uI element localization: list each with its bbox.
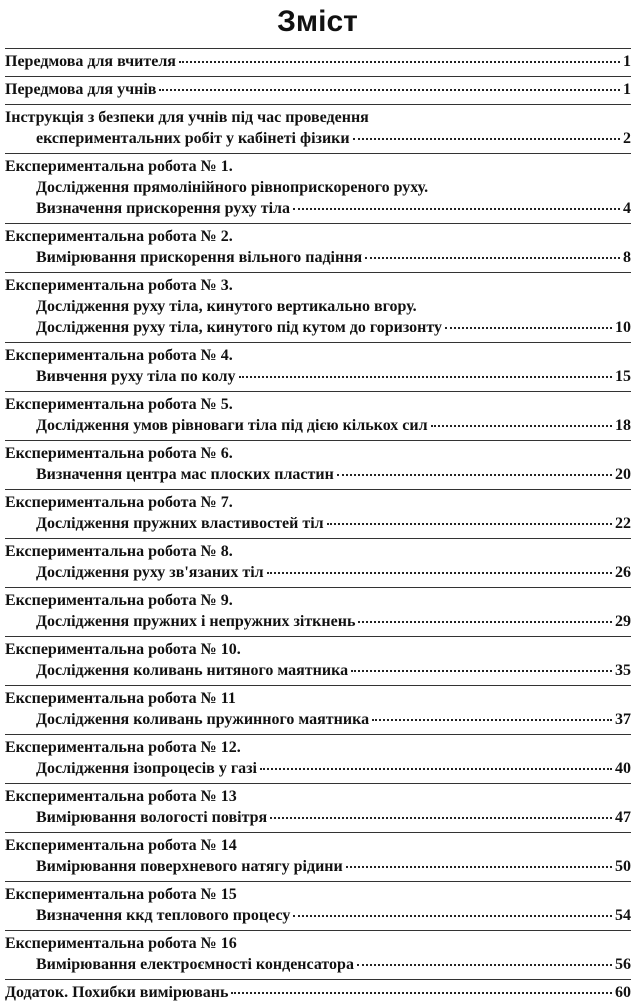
toc-entry-text: Експериментальна робота № 2.	[5, 228, 233, 245]
dot-leader	[351, 670, 612, 672]
toc-entry-heading	[5, 443, 631, 464]
toc-entry-subline	[5, 366, 631, 387]
toc-entry-text: Експериментальна робота № 5.	[5, 396, 233, 413]
toc-page-number: 22	[615, 515, 631, 532]
toc-entry[interactable]	[0, 539, 635, 587]
toc-entry-text: Експериментальна робота № 11	[5, 690, 236, 707]
dot-leader	[357, 964, 612, 966]
toc-entry-text: Дослідження руху тіла, кинутого вертикально вгору.	[36, 298, 417, 315]
toc-entry-subline	[5, 758, 631, 779]
toc-entry[interactable]	[0, 343, 635, 391]
toc-entry-text: Інструкція з безпеки для учнів під час проведення	[5, 109, 369, 126]
toc-entry-subline	[5, 562, 631, 583]
toc-entry-text: Експериментальна робота № 16	[5, 935, 237, 952]
dot-leader	[358, 621, 612, 623]
toc-page-number: 37	[615, 711, 631, 728]
toc-entry[interactable]	[0, 441, 635, 489]
toc-entry-text: Експериментальна робота № 14	[5, 837, 237, 854]
toc-entry-heading	[5, 156, 631, 177]
toc-entry-heading	[5, 639, 631, 660]
toc-page-number: 50	[615, 858, 631, 875]
toc-entry-subline	[5, 807, 631, 828]
dot-leader	[267, 572, 612, 574]
toc-entry-text: Дослідження руху тіла, кинутого під кутом до горизонту	[36, 319, 443, 336]
toc-entry-subline	[5, 954, 631, 975]
toc-entry[interactable]	[0, 224, 635, 272]
toc-entry-text: Дослідження пружних властивостей тіл	[36, 515, 324, 532]
toc-entry-heading	[5, 590, 631, 611]
toc-entry-heading	[5, 737, 631, 758]
toc-entry-text: Вимірювання вологості повітря	[36, 809, 268, 826]
dot-leader	[431, 425, 612, 427]
toc-entry[interactable]	[0, 686, 635, 734]
toc-entry-heading	[5, 786, 631, 807]
dot-leader	[372, 719, 612, 721]
toc-entry-text: Експериментальна робота № 4.	[5, 347, 233, 364]
toc-page-number: 10	[615, 319, 631, 336]
toc-entry-subline	[5, 464, 631, 485]
toc-entry-heading	[5, 982, 631, 1003]
toc-entry-text: Визначення прискорення руху тіла	[36, 200, 291, 217]
toc-page-number: 35	[615, 662, 631, 679]
dot-leader	[231, 992, 612, 994]
toc-entry-text: Експериментальна робота № 13	[5, 788, 237, 805]
toc-entry-heading	[5, 275, 631, 296]
toc-entry[interactable]	[0, 735, 635, 783]
toc-entry[interactable]	[0, 105, 635, 153]
toc-page-number: 18	[615, 417, 631, 434]
toc-page-number: 2	[623, 130, 631, 147]
toc-entry-subline	[5, 611, 631, 632]
toc-entry[interactable]	[0, 490, 635, 538]
toc-entry-text: Дослідження прямолінійного рівноприскореного руху.	[36, 179, 429, 196]
toc-entry-subline	[5, 905, 631, 926]
toc-entry[interactable]	[0, 980, 635, 1007]
dot-leader	[239, 376, 613, 378]
toc-entry-subline	[5, 660, 631, 681]
toc-entry-text: Додаток. Похибки вимірювань	[5, 984, 229, 1001]
toc-entry-text: Дослідження руху зв'язаних тіл	[36, 564, 264, 581]
toc-entry-text: Дослідження коливань нитяного маятника	[36, 662, 349, 679]
toc-entry[interactable]	[0, 833, 635, 881]
toc-entry-subline	[5, 856, 631, 877]
toc-page-number: 15	[615, 368, 631, 385]
toc-entry-heading	[5, 492, 631, 513]
dot-leader	[353, 138, 620, 140]
toc-entry-text: Вимірювання прискорення вільного падіння	[36, 249, 363, 266]
toc-entry-subline	[5, 415, 631, 436]
toc-page-number: 56	[615, 956, 631, 973]
dot-leader	[293, 208, 620, 210]
toc-entry-text: Експериментальна робота № 7.	[5, 494, 233, 511]
toc-entry-heading	[5, 884, 631, 905]
dot-leader	[346, 866, 612, 868]
dot-leader	[365, 257, 620, 259]
toc-page-number: 47	[615, 809, 631, 826]
toc-entry-heading	[5, 79, 631, 100]
toc-entry-text: Дослідження ізопроцесів у газі	[36, 760, 257, 777]
toc-entry[interactable]	[0, 588, 635, 636]
toc-entry-heading	[5, 394, 631, 415]
dot-leader	[260, 768, 612, 770]
toc-entry-text: експериментальних робіт у кабінеті фізики	[36, 130, 350, 147]
toc-entry-text: Експериментальна робота № 8.	[5, 543, 233, 560]
toc-entry-text: Вивчення руху тіла по колу	[36, 368, 236, 385]
dot-leader	[337, 474, 612, 476]
toc-page-number: 20	[615, 466, 631, 483]
toc-page-number: 60	[615, 984, 631, 1001]
toc-entry-subline	[5, 177, 631, 198]
page-title: Зміст	[277, 5, 358, 38]
toc-entry-text: Визначення ккд теплового процесу	[36, 907, 291, 924]
toc-entry-subline	[5, 198, 631, 219]
toc-entry-text: Дослідження пружних і непружних зіткнень	[36, 613, 356, 630]
toc-entry-heading	[5, 345, 631, 366]
toc-entry-text: Експериментальна робота № 9.	[5, 592, 233, 609]
toc-entry-heading	[5, 541, 631, 562]
toc-entry-text: Визначення центра мас плоских пластин	[36, 466, 334, 483]
toc-entry-text: Експериментальна робота № 10.	[5, 641, 241, 658]
toc-entry-subline	[5, 128, 631, 149]
toc-page-number: 29	[615, 613, 631, 630]
toc-entry-heading	[5, 51, 631, 72]
toc-page-number: 4	[623, 200, 631, 217]
toc-page-number: 1	[623, 53, 631, 70]
toc-entry-text: Експериментальна робота № 6.	[5, 445, 233, 462]
toc-entry-text: Дослідження умов рівноваги тіла під дією кількох сил	[36, 417, 428, 434]
toc-entry-subline	[5, 513, 631, 534]
toc-entry-text: Дослідження коливань пружинного маятника	[36, 711, 370, 728]
toc-entry-heading	[5, 107, 631, 128]
dot-leader	[293, 915, 612, 917]
toc-page-number: 26	[615, 564, 631, 581]
toc-page-number: 8	[623, 249, 631, 266]
toc-entry-heading	[5, 688, 631, 709]
toc-page-number: 1	[623, 81, 631, 98]
toc-entry[interactable]	[0, 77, 635, 104]
toc-entry[interactable]	[0, 882, 635, 930]
dot-leader	[159, 89, 620, 91]
toc-entry-text: Передмова для учнів	[5, 81, 157, 98]
toc-entry-text: Експериментальна робота № 15	[5, 886, 237, 903]
toc-entry-heading	[5, 835, 631, 856]
toc-page-number: 54	[615, 907, 631, 924]
toc-entry-subline	[5, 247, 631, 268]
toc-entry-text: Експериментальна робота № 1.	[5, 158, 233, 175]
toc-entry-text: Вимірювання поверхневого натягу рідини	[36, 858, 343, 875]
toc-entry[interactable]	[0, 392, 635, 440]
toc-entry-subline	[5, 296, 631, 317]
toc-entry-heading	[5, 933, 631, 954]
dot-leader	[445, 327, 612, 329]
toc-entry-text: Передмова для вчителя	[5, 53, 176, 70]
toc-entry[interactable]	[0, 154, 635, 223]
toc-entry-text: Експериментальна робота № 12.	[5, 739, 241, 756]
dot-leader	[270, 817, 612, 819]
toc-entry-subline	[5, 709, 631, 730]
table-of-contents	[0, 48, 635, 1007]
dot-leader	[179, 61, 620, 63]
toc-entry[interactable]	[0, 637, 635, 685]
dot-leader	[327, 523, 612, 525]
toc-entry[interactable]	[0, 784, 635, 832]
toc-entry-subline	[5, 317, 631, 338]
toc-entry-text: Вимірювання електроємності конденсатора	[36, 956, 354, 973]
toc-entry[interactable]	[0, 273, 635, 342]
toc-page-number: 40	[615, 760, 631, 777]
toc-entry-text: Експериментальна робота № 3.	[5, 277, 233, 294]
toc-entry[interactable]	[0, 49, 635, 76]
toc-entry-heading	[5, 226, 631, 247]
toc-entry[interactable]	[0, 931, 635, 979]
